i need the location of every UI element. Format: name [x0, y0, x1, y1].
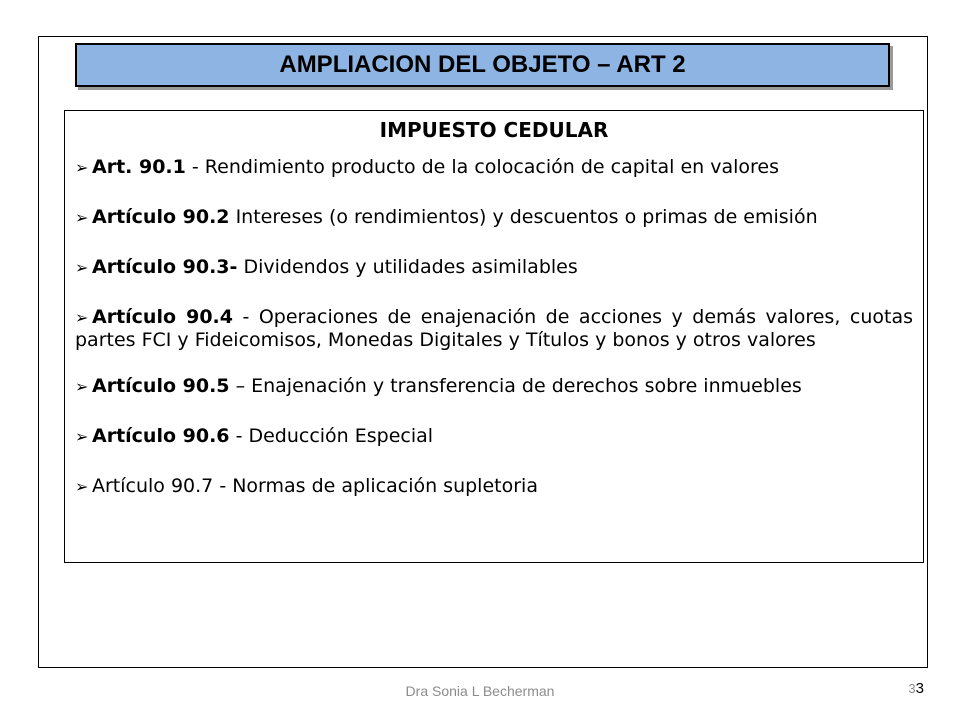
list-item-art-90-4: [75, 306, 913, 352]
page-number-value: 3: [915, 680, 924, 697]
item-text: Artículo 90.7 - Normas de aplicación supletoria: [92, 475, 538, 497]
arrowhead-bullet-icon: ➢: [75, 427, 89, 446]
arrowhead-bullet-icon: ➢: [75, 208, 89, 227]
page-number: [908, 680, 924, 697]
content-box: [64, 110, 924, 563]
item-text: - Rendimiento producto de la colocación de capital en valores: [185, 156, 780, 178]
title-box: [75, 43, 890, 87]
arrowhead-bullet-icon: ➢: [75, 158, 89, 177]
arrowhead-bullet-icon: ➢: [75, 308, 89, 327]
item-label: Artículo 90.2: [92, 206, 230, 228]
item-label: Art. 90.1: [92, 156, 186, 178]
list-item-art-90-7: [75, 475, 913, 498]
list-item-art-90-5: [75, 375, 913, 398]
item-text: Dividendos y utilidades asimilables: [237, 256, 578, 278]
arrowhead-bullet-icon: ➢: [75, 377, 89, 396]
item-label: Artículo 90.4: [92, 306, 233, 328]
list-item-art-90-2: [75, 206, 913, 229]
item-text: – Enajenación y transferencia de derechos sobre inmuebles: [229, 375, 802, 397]
list-item-art-90-1: [75, 156, 913, 179]
item-label: Artículo 90.3-: [92, 256, 238, 278]
item-text: - Deducción Especial: [229, 425, 434, 447]
arrowhead-bullet-icon: ➢: [75, 477, 89, 496]
footer-author: Dra Sonia L Becherman: [405, 683, 555, 699]
item-text: - Operaciones de enajenación de acciones y demás valores, cuotas partes FCI y Fideicomisos, Monedas Digitales y Títulos y bonos y otros valores: [75, 306, 913, 351]
arrowhead-bullet-icon: ➢: [75, 258, 89, 277]
section-heading: IMPUESTO CEDULAR: [379, 118, 609, 142]
slide-title: AMPLIACION DEL OBJETO – ART 2: [279, 51, 686, 78]
list-item-art-90-3: [75, 256, 913, 279]
list-item-art-90-6: [75, 425, 913, 448]
item-label: Artículo 90.5: [92, 375, 230, 397]
item-text: Intereses (o rendimientos) y descuentos o primas de emisión: [229, 206, 818, 228]
page-number-ghost: 3: [908, 681, 916, 696]
item-label: Artículo 90.6: [92, 425, 230, 447]
